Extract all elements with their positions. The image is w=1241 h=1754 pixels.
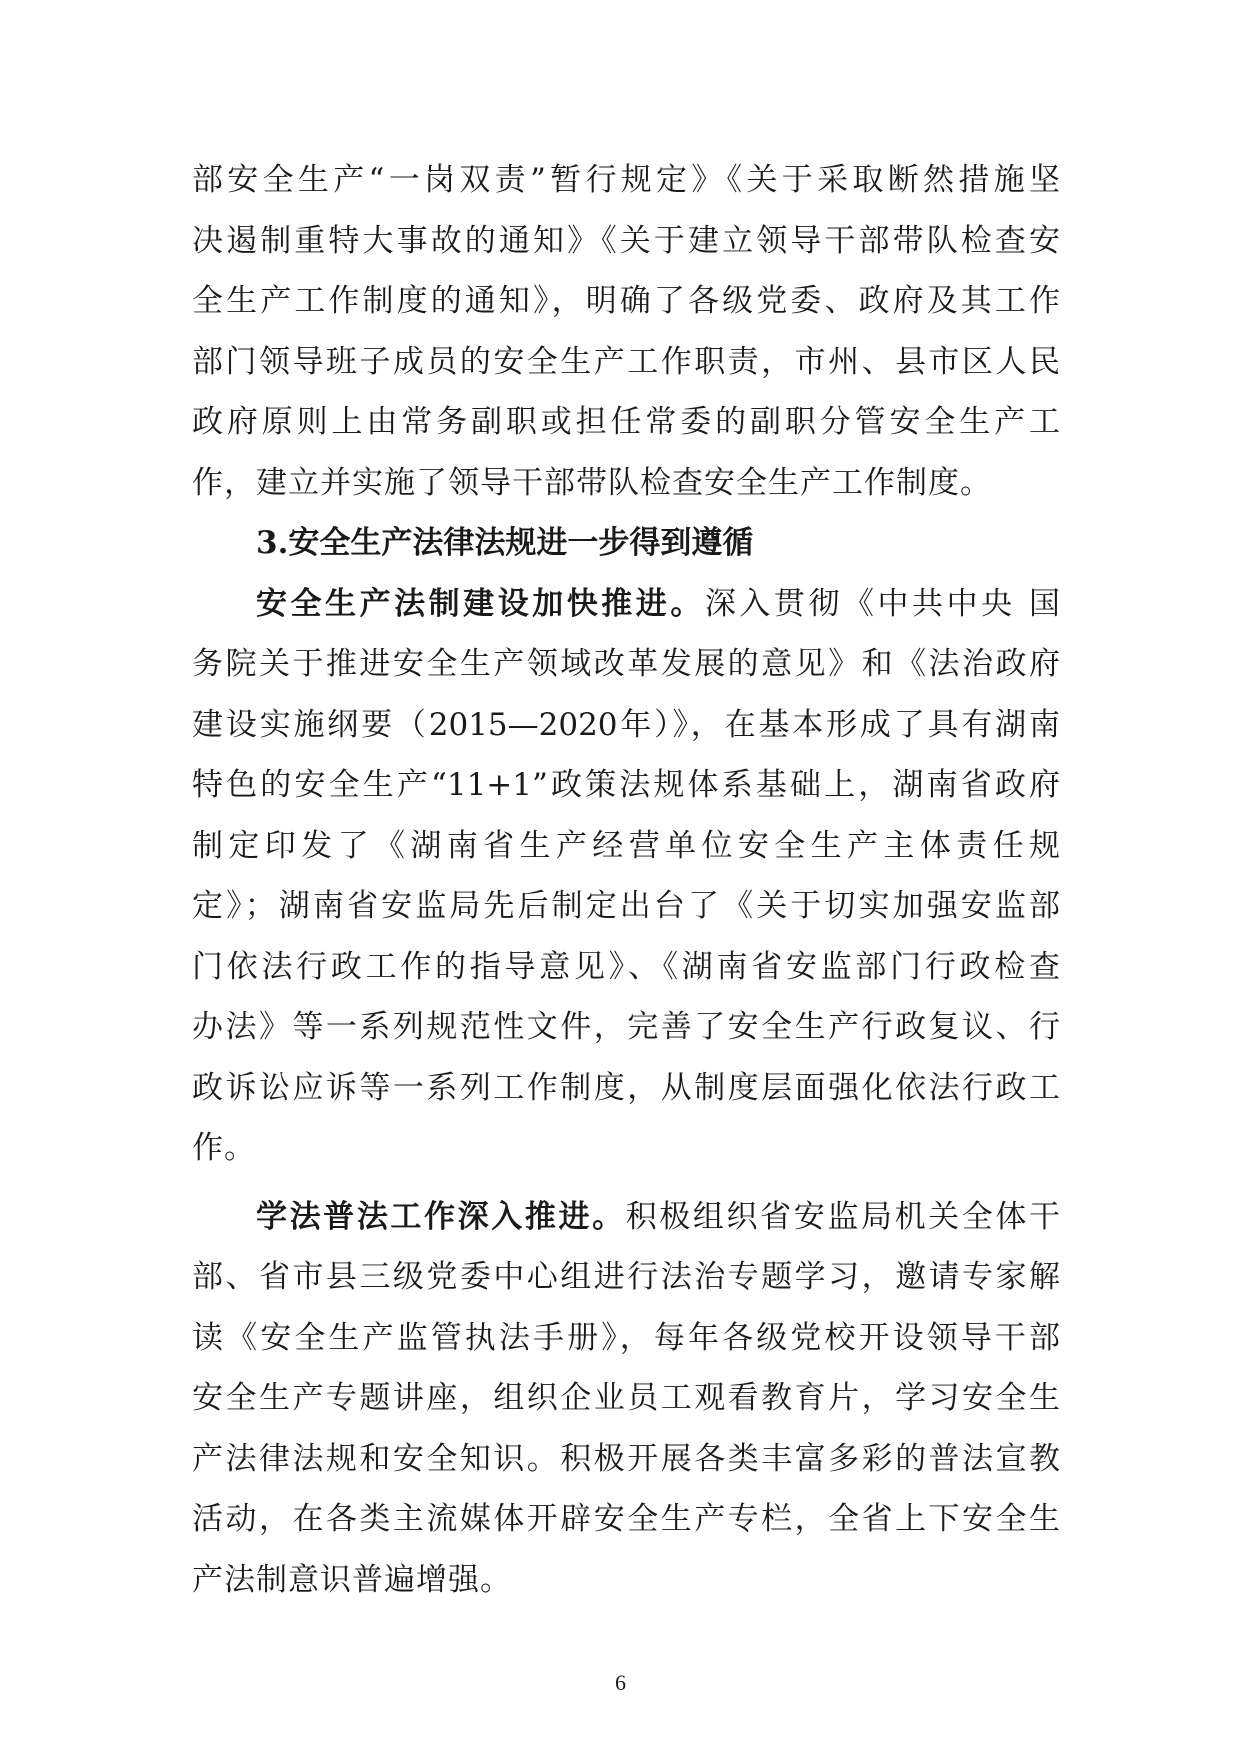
- paragraph-responsibility: [192, 150, 1060, 513]
- text-line: 全生产工作制度的通知》，明确了各级党委、政府及其工作: [192, 283, 1060, 319]
- text-line: 政诉讼应诉等一系列工作制度，从制度层面强化依法行政工: [192, 1069, 1060, 1106]
- text-line: [192, 574, 1060, 635]
- text-line: 政府原则上由常务副职或担任常委的副职分管安全生产工: [192, 404, 1060, 440]
- text-line: 制定印发了《湖南省生产经营单位安全生产主体责任规: [192, 827, 1060, 864]
- text-line: 产法制意识普遍增强。: [192, 1561, 512, 1598]
- paragraph-legal-education: [192, 1187, 1060, 1611]
- text-line: 读《安全生产监管执法手册》，每年各级党校开设领导干部: [192, 1319, 1060, 1356]
- text-line: 部、省市县三级党委中心组进行法治专题学习，邀请专家解: [192, 1259, 1060, 1295]
- text-line: 办法》等一系列规范性文件，完善了安全生产行政复议、行: [192, 1009, 1060, 1045]
- text-line: 务院关于推进安全生产领域改革发展的意见》和《法治政府: [192, 646, 1060, 682]
- text-run: 积极组织省安监局机关全体干: [625, 1198, 1061, 1235]
- text-line: 活动，在各类主流媒体开辟安全生产专栏，全省上下安全生: [192, 1501, 1060, 1537]
- text-line: 安全生产专题讲座，组织企业员工观看教育片，学习安全生: [192, 1380, 1060, 1416]
- text-line: 作。: [192, 1130, 256, 1166]
- paragraph-lead: 安全生产法制建设加快推进。: [256, 585, 705, 622]
- text-line: 产法律法规和安全知识。积极开展各类丰富多彩的普法宣教: [192, 1440, 1060, 1477]
- text-line: 决遏制重特大事故的通知》《关于建立领导干部带队检查安: [192, 222, 1060, 259]
- paragraph-legal-construction: [192, 574, 1060, 1179]
- text-line: 特色的安全生产“11+1”政策法规体系基础上，湖南省政府: [192, 767, 1060, 803]
- text-line: 部门领导班子成员的安全生产工作职责，市州、县市区人民: [192, 343, 1060, 380]
- text-line: 作，建立并实施了领导干部带队检查安全生产工作制度。: [192, 464, 992, 501]
- text-line: 门依法行政工作的指导意见》、《湖南省安监部门行政检查: [192, 948, 1060, 985]
- document-body: [192, 150, 1060, 1610]
- text-run: 深入贯彻《中共中央 国: [704, 585, 1061, 622]
- paragraph-lead: 学法普法工作深入推进。: [256, 1198, 626, 1235]
- text-line: [192, 1187, 1060, 1248]
- text-line: 定》；湖南省安监局先后制定出台了《关于切实加强安监部: [192, 888, 1060, 924]
- section-heading: 3.安全生产法律法规进一步得到遵循: [256, 525, 754, 561]
- page-number: 6: [615, 1670, 626, 1695]
- text-line: 部安全生产“一岗双责”暂行规定》《关于采取断然措施坚: [192, 162, 1060, 198]
- text-line: 建设实施纲要（2015—2020年）》，在基本形成了具有湖南: [192, 706, 1060, 743]
